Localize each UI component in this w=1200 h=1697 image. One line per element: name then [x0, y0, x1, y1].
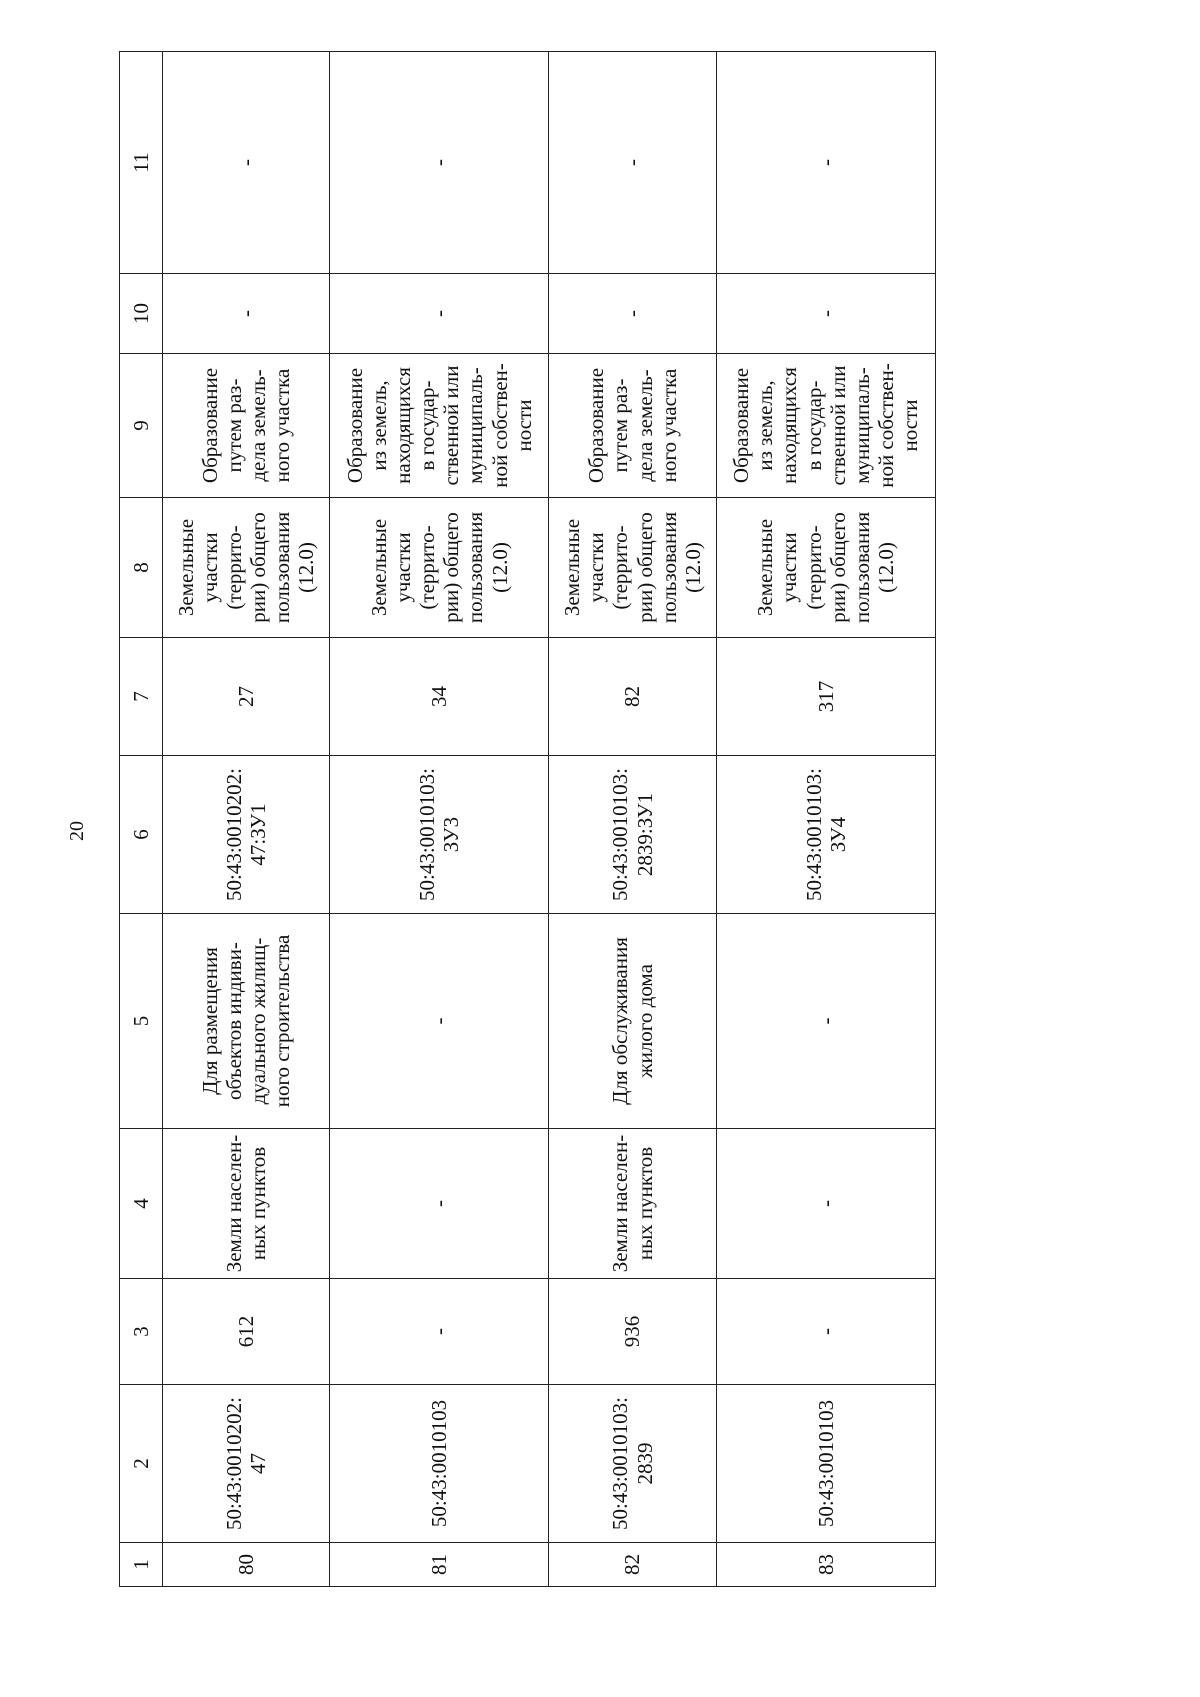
- column-number: 10: [120, 274, 163, 354]
- new-plot-area: 317: [716, 638, 935, 756]
- column-number: 5: [120, 914, 163, 1129]
- new-plot-number: 50:43:0010202: 47:ЗУ1: [163, 756, 330, 914]
- source-area: -: [716, 1279, 935, 1385]
- permitted-use: Для размещения объектов индиви- дуального жилищ- ного строительства: [163, 914, 330, 1129]
- new-plot-number: 50:43:0010103: ЗУ3: [330, 756, 549, 914]
- formation-method: Образование из земель, находящихся в государ- ственной или муниципаль- ной собствен- ности: [716, 354, 935, 498]
- row-number: 82: [549, 1543, 716, 1587]
- column-10-value: -: [549, 274, 716, 354]
- column-10-value: -: [716, 274, 935, 354]
- column-10-value: -: [163, 274, 330, 354]
- source-area: -: [330, 1279, 549, 1385]
- new-plot-area: 34: [330, 638, 549, 756]
- land-plots-table-wrapper: [119, 52, 936, 1587]
- new-permitted-use: Земельные участки (террито- рии) общего пользования (12.0): [549, 498, 716, 638]
- table-row: [716, 52, 935, 1587]
- source-cadastral-number: 50:43:0010103: 2839: [549, 1385, 716, 1543]
- permitted-use: -: [716, 914, 935, 1129]
- column-number-row: [120, 52, 163, 1587]
- new-permitted-use: Земельные участки (террито- рии) общего пользования (12.0): [716, 498, 935, 638]
- column-number: 3: [120, 1279, 163, 1385]
- source-cadastral-number: 50:43:0010103: [716, 1385, 935, 1543]
- column-number: 9: [120, 354, 163, 498]
- row-number: 80: [163, 1543, 330, 1587]
- page-number: 20: [66, 821, 88, 841]
- new-permitted-use: Земельные участки (террито- рии) общего пользования (12.0): [330, 498, 549, 638]
- source-cadastral-number: 50:43:0010103: [330, 1385, 549, 1543]
- formation-method: Образование путем раз- дела земель- ного участка: [163, 354, 330, 498]
- table-row: [330, 52, 549, 1587]
- column-number: 4: [120, 1129, 163, 1279]
- source-area: 936: [549, 1279, 716, 1385]
- land-category: Земли населен- ных пунктов: [163, 1129, 330, 1279]
- column-number: 1: [120, 1543, 163, 1587]
- land-plots-table: [119, 51, 936, 1587]
- new-plot-number: 50:43:0010103: ЗУ4: [716, 756, 935, 914]
- permitted-use: Для обслуживания жилого дома: [549, 914, 716, 1129]
- row-number: 81: [330, 1543, 549, 1587]
- column-number: 11: [120, 52, 163, 274]
- source-cadastral-number: 50:43:0010202: 47: [163, 1385, 330, 1543]
- land-category: Земли населен- ных пунктов: [549, 1129, 716, 1279]
- formation-method: Образование путем раз- дела земель- ного участка: [549, 354, 716, 498]
- column-number: 6: [120, 756, 163, 914]
- table-row: [163, 52, 330, 1587]
- row-number: 83: [716, 1543, 935, 1587]
- column-number: 2: [120, 1385, 163, 1543]
- land-category: -: [330, 1129, 549, 1279]
- column-11-value: -: [716, 52, 935, 274]
- column-10-value: -: [330, 274, 549, 354]
- permitted-use: -: [330, 914, 549, 1129]
- land-category: -: [716, 1129, 935, 1279]
- new-permitted-use: Земельные участки (террито- рии) общего пользования (12.0): [163, 498, 330, 638]
- table-row: [549, 52, 716, 1587]
- new-plot-area: 27: [163, 638, 330, 756]
- new-plot-area: 82: [549, 638, 716, 756]
- column-11-value: -: [549, 52, 716, 274]
- column-number: 7: [120, 638, 163, 756]
- column-number: 8: [120, 498, 163, 638]
- source-area: 612: [163, 1279, 330, 1385]
- column-11-value: -: [163, 52, 330, 274]
- new-plot-number: 50:43:0010103: 2839:ЗУ1: [549, 756, 716, 914]
- column-11-value: -: [330, 52, 549, 274]
- formation-method: Образование из земель, находящихся в государ- ственной или муниципаль- ной собствен- ности: [330, 354, 549, 498]
